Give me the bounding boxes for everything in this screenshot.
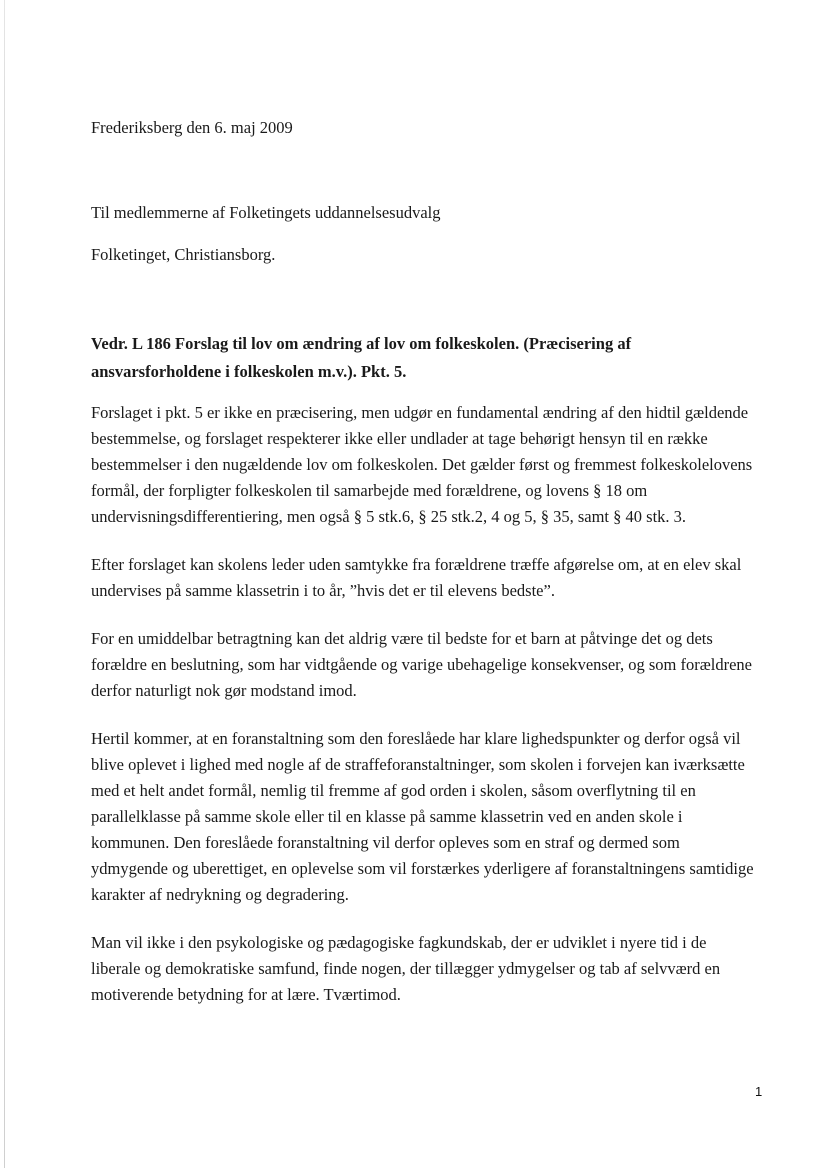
paragraph <box>91 626 752 704</box>
paragraph-line: Efter forslaget kan skolens leder uden samtykke fra forældrene træffe afgørelse om, at en elev skal <box>91 555 742 574</box>
paragraph-line: derfor naturligt nok gør modstand imod. <box>91 681 357 700</box>
paragraph-line: liberale og demokratiske samfund, finde nogen, der tillægger ydmygelser og tab af selvværd en <box>91 959 721 978</box>
paragraph-line: Man vil ikke i den psykologiske og pædagogiske fagkundskab, der er udviklet i nyere tid i de <box>91 933 707 952</box>
subject-line: ansvarsforholdene i folkeskolen m.v.). Pkt. 5. <box>91 362 407 381</box>
paragraph-line: forældre en beslutning, som har vidtgående og varige ubehagelige konsekvenser, og som forældrene <box>91 655 752 674</box>
paragraph-line: ydmygende og uberettiget, en oplevelse som vil forstærkes yderligere af foranstaltningens samtidige <box>91 859 754 878</box>
paragraph <box>91 552 746 604</box>
paragraph-line: undervises på samme klassetrin i to år, ”hvis det er til elevens bedste”. <box>91 581 555 600</box>
paragraph-line: undervisningsdifferentiering, men også § 5 stk.6, § 25 stk.2, 4 og 5, § 35, samt § 40 stk. 3. <box>91 507 687 526</box>
scan-edge-line <box>4 0 5 1168</box>
paragraph-line: Forslaget i pkt. 5 er ikke en præcisering, men udgør en fundamental ændring af den hidtil gældende <box>91 403 749 422</box>
paragraph-line: motiverende betydning for at lære. Tværtimod. <box>91 985 401 1004</box>
paragraph-line: For en umiddelbar betragtning kan det aldrig være til bedste for et barn at påtvinge det og dets <box>91 629 713 648</box>
letter-body <box>91 400 754 1030</box>
paragraph <box>91 930 746 1008</box>
paragraph-line: formål, der forpligter folkeskolen til samarbejde med forældrene, og lovens § 18 om <box>91 481 648 500</box>
subject-heading <box>91 330 741 386</box>
paragraph-line: bestemmelse, og forslaget respekterer ikke eller undlader at tage behørigt hensyn til en række <box>91 429 708 448</box>
subject-line: Vedr. L 186 Forslag til lov om ændring af lov om folkeskolen. (Præcisering af <box>91 334 632 353</box>
paragraph-line: Hertil kommer, at en foranstaltning som den foreslåede har klare lighedspunkter og derfor også vil <box>91 729 741 748</box>
date-line: Frederiksberg den 6. maj 2009 <box>91 118 293 137</box>
paragraph-line: karakter af nedrykning og degradering. <box>91 885 349 904</box>
paragraph <box>91 726 754 908</box>
address-line: Folketinget, Christiansborg. <box>91 245 276 264</box>
page-number: 1 <box>755 1084 763 1099</box>
paragraph-line: med et helt andet formål, nemlig til fremme af god orden i skolen, såsom overflytning til en <box>91 781 696 800</box>
paragraph-line: kommunen. Den foreslåede foranstaltning vil derfor opleves som en straf og dermed som <box>91 833 680 852</box>
paragraph <box>91 400 753 530</box>
recipient-line: Til medlemmerne af Folketingets uddannelsesudvalg <box>91 203 441 222</box>
paragraph-line: bestemmelser i den nugældende lov om folkeskolen. Det gælder først og fremmest folkeskolelovens <box>91 455 753 474</box>
paragraph-line: parallelklasse på samme skole eller til en klasse på samme klassetrin ved en anden skole i <box>91 807 683 826</box>
paragraph-line: blive oplevet i lighed med nogle af de straffeforanstaltninger, som skolen i forvejen kan iværksætte <box>91 755 745 774</box>
